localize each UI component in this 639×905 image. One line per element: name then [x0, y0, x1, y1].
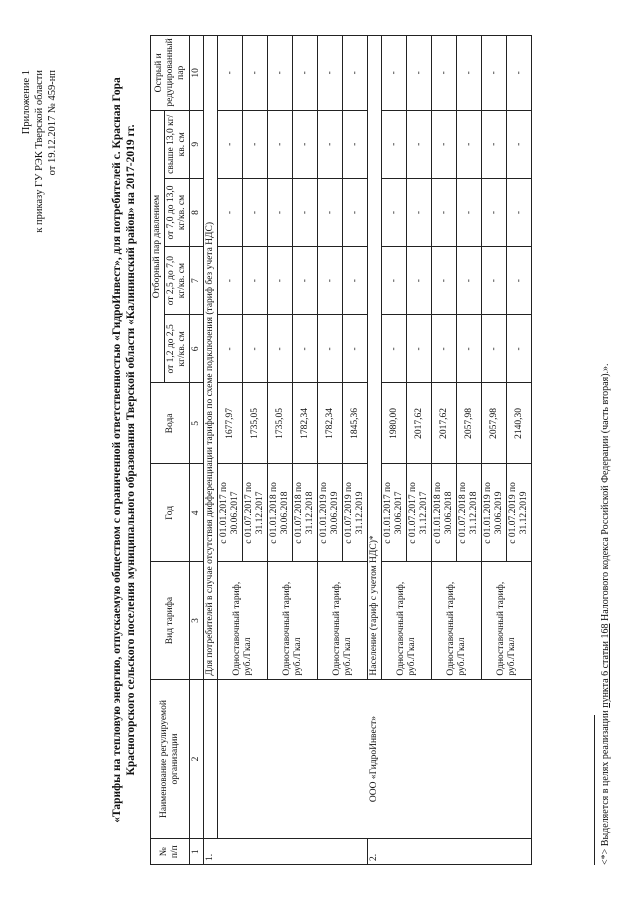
steam-tariff-dash: - — [218, 247, 243, 315]
tariff-type: Одноставочный тариф, руб./Гкал — [268, 562, 318, 679]
footnote — [600, 363, 611, 865]
col-number: 2 — [190, 679, 204, 839]
period: с 01.07.2018 по 31.12.2018 — [293, 464, 318, 562]
steam-tariff-dash: - — [243, 315, 268, 383]
steam-tariff-dash: - — [382, 36, 407, 111]
col-number: 1 — [190, 839, 204, 865]
steam-tariff-dash: - — [218, 315, 243, 383]
steam-tariff-dash: - — [382, 315, 407, 383]
steam-tariff-dash: - — [318, 110, 343, 178]
footnote-prefix: <*> Выделяется в целях реализации — [600, 707, 611, 865]
col-number: 5 — [190, 383, 204, 464]
col-number: 9 — [190, 110, 204, 178]
tariff-type: Одноставочный тариф, руб./Гкал — [318, 562, 368, 679]
header-sharp-steam: Острый и редуцированный пар — [151, 36, 190, 111]
steam-tariff-dash: - — [268, 178, 293, 246]
steam-tariff-dash: - — [243, 110, 268, 178]
steam-tariff-dash: - — [218, 36, 243, 111]
period: с 01.07.2017 по 31.12.2017 — [243, 464, 268, 562]
section-number: 2. — [368, 839, 532, 865]
steam-tariff-dash: - — [343, 110, 368, 178]
steam-tariff-dash: - — [507, 178, 532, 246]
water-tariff: 1845,36 — [343, 383, 368, 464]
steam-tariff-dash: - — [293, 110, 318, 178]
steam-tariff-dash: - — [482, 178, 507, 246]
header-num: № п/п — [151, 839, 190, 865]
water-tariff: 2017,62 — [432, 383, 457, 464]
steam-tariff-dash: - — [507, 315, 532, 383]
steam-tariff-dash: - — [243, 36, 268, 111]
section-label: Население (тариф с учетом НДС)* — [368, 36, 382, 680]
col-number: 4 — [190, 464, 204, 562]
appendix-line-2: к приказу ГУ РЭК Тверской области — [34, 70, 45, 233]
table-row — [218, 36, 243, 865]
steam-tariff-dash: - — [432, 178, 457, 246]
steam-tariff-dash: - — [218, 110, 243, 178]
water-tariff: 1782,34 — [318, 383, 343, 464]
org-name-cell: ООО «ГидроИнвест» — [218, 679, 532, 839]
header-row-1 — [151, 36, 165, 865]
header-water: Вода — [151, 383, 190, 464]
water-tariff: 2057,98 — [482, 383, 507, 464]
appendix-line-3: от 19.12.2017 № 459-нп — [47, 70, 58, 176]
table-body — [204, 36, 532, 865]
footnote-divider — [594, 715, 595, 865]
water-tariff: 1980,00 — [382, 383, 407, 464]
col-number: 10 — [190, 36, 204, 111]
steam-tariff-dash: - — [318, 315, 343, 383]
section-row — [204, 36, 218, 865]
header-org: Наименование регулируемой организации — [151, 679, 190, 839]
steam-tariff-dash: - — [318, 36, 343, 111]
steam-tariff-dash: - — [457, 36, 482, 111]
period: с 01.01.2019 по 30.06.2019 — [318, 464, 343, 562]
steam-tariff-dash: - — [482, 247, 507, 315]
steam-tariff-dash: - — [268, 247, 293, 315]
footnote-link[interactable]: пункта 6 статьи 168 — [600, 623, 611, 708]
steam-tariff-dash: - — [293, 36, 318, 111]
period: с 01.01.2017 по 30.06.2017 — [218, 464, 243, 562]
steam-tariff-dash: - — [507, 247, 532, 315]
period: с 01.07.2019 по 31.12.2019 — [507, 464, 532, 562]
tariff-type: Одноставочный тариф, руб./Гкал — [382, 562, 432, 679]
steam-tariff-dash: - — [432, 110, 457, 178]
document-title — [110, 35, 138, 865]
header-pressure-2: от 2,5 до 7,0 кг/кв. см — [165, 247, 190, 315]
header-type: Вид тарифа — [151, 562, 190, 679]
steam-tariff-dash: - — [457, 178, 482, 246]
steam-tariff-dash: - — [343, 36, 368, 111]
steam-tariff-dash: - — [268, 110, 293, 178]
steam-tariff-dash: - — [457, 247, 482, 315]
steam-tariff-dash: - — [293, 178, 318, 246]
steam-tariff-dash: - — [482, 110, 507, 178]
header-pressure-4: свыше 13,0 кг/кв. см — [165, 110, 190, 178]
water-tariff: 1735,05 — [268, 383, 293, 464]
steam-tariff-dash: - — [457, 110, 482, 178]
steam-tariff-dash: - — [318, 178, 343, 246]
steam-tariff-dash: - — [407, 178, 432, 246]
steam-tariff-dash: - — [382, 247, 407, 315]
steam-tariff-dash: - — [293, 247, 318, 315]
steam-tariff-dash: - — [268, 36, 293, 111]
steam-tariff-dash: - — [318, 247, 343, 315]
steam-tariff-dash: - — [407, 315, 432, 383]
water-tariff: 1735,05 — [243, 383, 268, 464]
tariff-type: Одноставочный тариф, руб./Гкал — [218, 562, 268, 679]
steam-tariff-dash: - — [432, 36, 457, 111]
steam-tariff-dash: - — [407, 36, 432, 111]
col-number: 8 — [190, 178, 204, 246]
steam-tariff-dash: - — [218, 178, 243, 246]
steam-tariff-dash: - — [432, 247, 457, 315]
steam-tariff-dash: - — [432, 315, 457, 383]
steam-tariff-dash: - — [343, 178, 368, 246]
water-tariff: 2140,30 — [507, 383, 532, 464]
steam-tariff-dash: - — [457, 315, 482, 383]
steam-tariff-dash: - — [407, 247, 432, 315]
title-line-1: «Тарифы на тепловую энергию, отпускаемую обществом с ограниченной ответственностью «ГидроИнвест», для потребителей с. Красная Гора — [111, 77, 123, 823]
col-number: 6 — [190, 315, 204, 383]
steam-tariff-dash: - — [507, 36, 532, 111]
steam-tariff-dash: - — [243, 247, 268, 315]
period: с 01.01.2018 по 30.06.2018 — [432, 464, 457, 562]
tariff-type: Одноставочный тариф, руб./Гкал — [432, 562, 482, 679]
header-steam-group: Отборный пар давлением — [151, 110, 165, 383]
appendix-header — [20, 70, 59, 233]
water-tariff: 2017,62 — [407, 383, 432, 464]
col-number: 7 — [190, 247, 204, 315]
col-number: 3 — [190, 562, 204, 679]
section-number: 1. — [204, 839, 368, 865]
appendix-line-1: Приложение 1 — [21, 70, 32, 135]
period: с 01.01.2019 по 30.06.2019 — [482, 464, 507, 562]
tariff-type: Одноставочный тариф, руб./Гкал — [482, 562, 532, 679]
period: с 01.07.2019 по 31.12.2019 — [343, 464, 368, 562]
steam-tariff-dash: - — [293, 315, 318, 383]
empty-cell — [204, 679, 218, 839]
steam-tariff-dash: - — [268, 315, 293, 383]
steam-tariff-dash: - — [343, 247, 368, 315]
steam-tariff-dash: - — [382, 110, 407, 178]
steam-tariff-dash: - — [343, 315, 368, 383]
footnote-suffix: Налогового кодекса Российской Федерации (часть вторая).». — [600, 363, 611, 624]
header-pressure-1: от 1,2 до 2,5 кг/кв. см — [165, 315, 190, 383]
steam-tariff-dash: - — [507, 110, 532, 178]
water-tariff: 1782,34 — [293, 383, 318, 464]
steam-tariff-dash: - — [382, 178, 407, 246]
period: с 01.07.2017 по 31.12.2017 — [407, 464, 432, 562]
column-number-row — [190, 36, 204, 865]
header-year: Год — [151, 464, 190, 562]
water-tariff: 1677,97 — [218, 383, 243, 464]
steam-tariff-dash: - — [482, 315, 507, 383]
steam-tariff-dash: - — [482, 36, 507, 111]
section-label: Для потребителей в случае отсутствия дифференциации тарифов по схеме подключения (тариф без учета НДС) — [204, 36, 218, 680]
steam-tariff-dash: - — [243, 178, 268, 246]
period: с 01.07.2018 по 31.12.2018 — [457, 464, 482, 562]
steam-tariff-dash: - — [407, 110, 432, 178]
water-tariff: 2057,98 — [457, 383, 482, 464]
period: с 01.01.2018 по 30.06.2018 — [268, 464, 293, 562]
title-line-2: Красногорского сельского поселения муниципального образования Тверской области «Калининский район» на 2017-2019 гг. — [125, 124, 137, 776]
period: с 01.01.2017 по 30.06.2017 — [382, 464, 407, 562]
header-pressure-3: от 7,0 до 13,0 кг/кв. см — [165, 178, 190, 246]
tariff-table — [150, 35, 532, 865]
